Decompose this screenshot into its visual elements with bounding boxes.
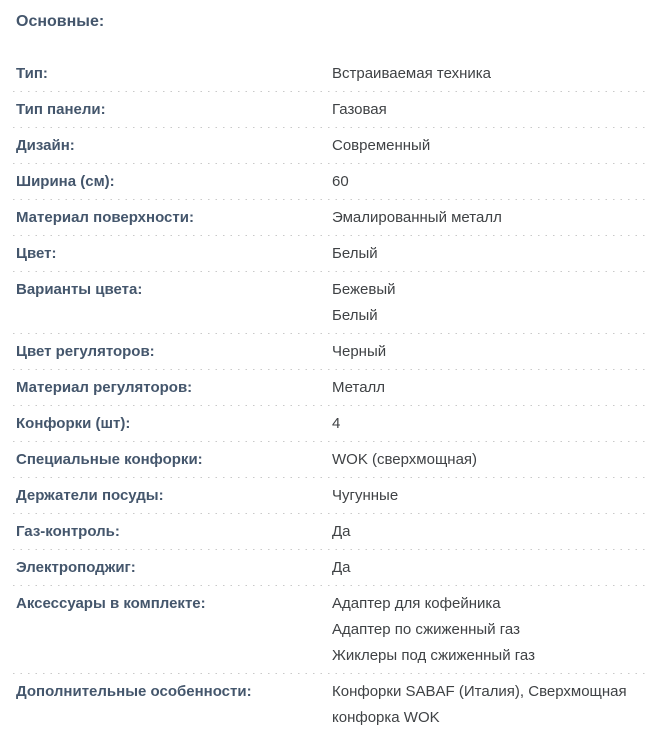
- spec-row: [16, 550, 645, 586]
- spec-row: [16, 128, 645, 164]
- spec-value: Конфорки SABAF (Италия), Сверхмощная конфорка WOK: [332, 683, 627, 726]
- spec-label: Цвет:: [16, 245, 57, 262]
- spec-values: [332, 277, 645, 329]
- spec-row: [16, 272, 645, 334]
- spec-label: Специальные конфорки:: [16, 451, 203, 468]
- spec-value: Да: [332, 523, 351, 540]
- spec-values: [332, 679, 645, 731]
- spec-value: WOK (сверхмощная): [332, 451, 478, 468]
- spec-value: Белый: [332, 307, 378, 324]
- spec-table: [16, 56, 645, 736]
- spec-values: [332, 555, 645, 581]
- spec-label: Конфорки (шт):: [16, 415, 131, 432]
- spec-value: Да: [332, 559, 351, 576]
- spec-value: Современный: [332, 137, 431, 154]
- spec-row: [16, 92, 645, 128]
- spec-label: Газ-контроль:: [16, 523, 120, 540]
- spec-value: 60: [332, 173, 349, 190]
- spec-label: Электроподжиг:: [16, 559, 136, 576]
- spec-value: Чугунные: [332, 487, 399, 504]
- spec-label: Аксессуары в комплекте:: [16, 595, 206, 612]
- spec-value: Газовая: [332, 101, 387, 118]
- spec-row: [16, 674, 645, 736]
- spec-value: Жиклеры под сжиженный газ: [332, 647, 535, 664]
- spec-label: Ширина (см):: [16, 173, 115, 190]
- spec-values: [332, 205, 645, 231]
- spec-row: [16, 236, 645, 272]
- spec-label: Цвет регуляторов:: [16, 343, 155, 360]
- spec-values: [332, 339, 645, 365]
- spec-label: Дизайн:: [16, 137, 75, 154]
- spec-label: Тип панели:: [16, 101, 106, 118]
- spec-label: Материал регуляторов:: [16, 379, 193, 396]
- spec-values: [332, 447, 645, 473]
- spec-row: [16, 514, 645, 550]
- spec-label: Материал поверхности:: [16, 209, 194, 226]
- spec-values: [332, 591, 645, 669]
- spec-label: Тип:: [16, 65, 48, 82]
- spec-value: Черный: [332, 343, 387, 360]
- spec-value: Адаптер для кофейника: [332, 595, 501, 612]
- spec-value: Адаптер по сжиженный газ: [332, 621, 520, 638]
- spec-value: Белый: [332, 245, 378, 262]
- spec-row: [16, 586, 645, 674]
- spec-values: [332, 483, 645, 509]
- spec-values: [332, 61, 645, 87]
- spec-label: Варианты цвета:: [16, 281, 143, 298]
- spec-row: [16, 334, 645, 370]
- spec-label: Дополнительные особенности:: [16, 683, 252, 700]
- spec-values: [332, 97, 645, 123]
- spec-value: Эмалированный металл: [332, 209, 502, 226]
- spec-row: [16, 370, 645, 406]
- spec-values: [332, 375, 645, 401]
- spec-row: [16, 442, 645, 478]
- spec-value: Встраиваемая техника: [332, 65, 491, 82]
- spec-values: [332, 241, 645, 267]
- spec-value: 4: [332, 415, 341, 432]
- spec-row: [16, 406, 645, 442]
- spec-label: Держатели посуды:: [16, 487, 164, 504]
- spec-row: [16, 56, 645, 92]
- section-title: Основные:: [16, 13, 105, 30]
- spec-row: [16, 200, 645, 236]
- spec-row: [16, 478, 645, 514]
- spec-values: [332, 519, 645, 545]
- spec-value: Металл: [332, 379, 386, 396]
- spec-values: [332, 133, 645, 159]
- spec-values: [332, 411, 645, 437]
- spec-value: Бежевый: [332, 281, 396, 298]
- spec-row: [16, 164, 645, 200]
- spec-values: [332, 169, 645, 195]
